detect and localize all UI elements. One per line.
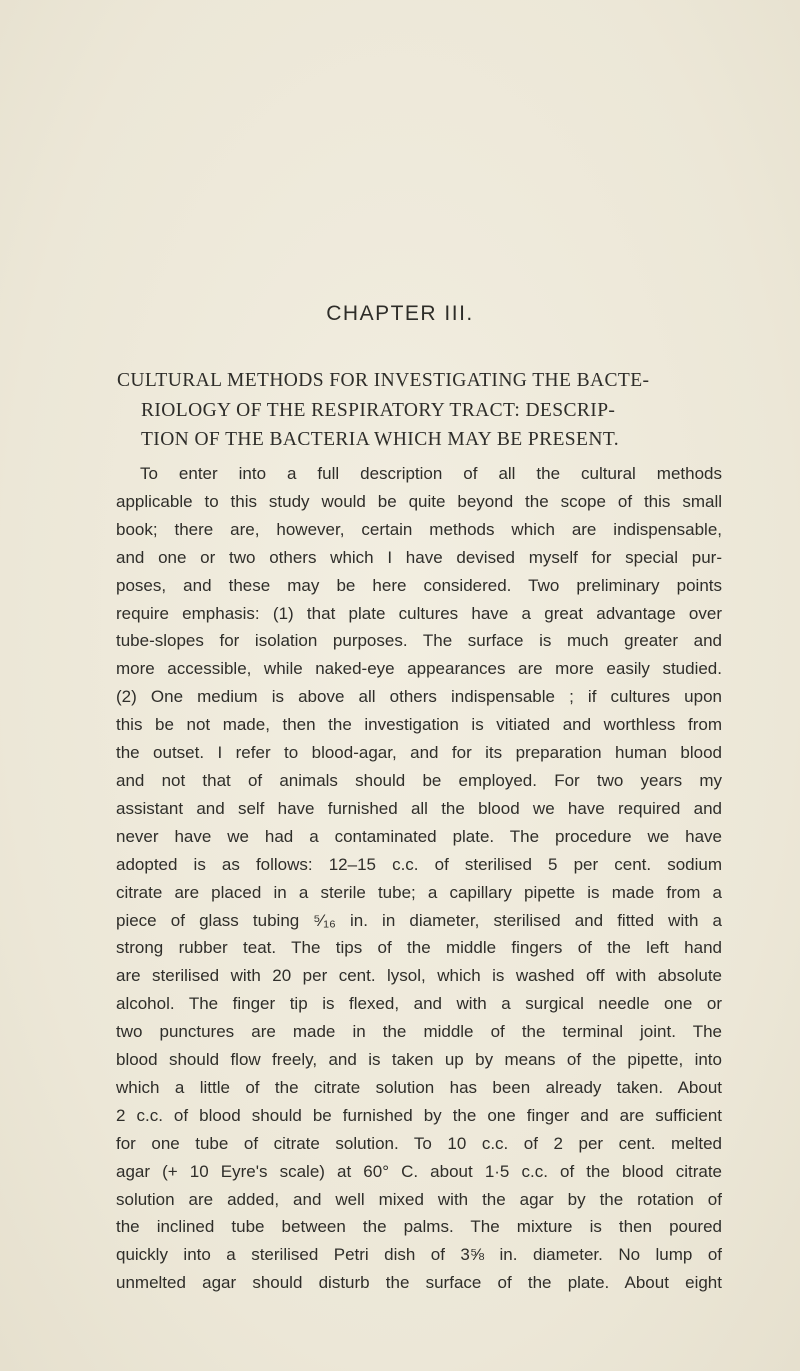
text-line: alcohol. The finger tip is flexed, and with a surgical needle one or	[116, 994, 722, 1014]
text-line: poses, and these may be here considered. Two preliminary points	[116, 575, 722, 595]
text-line: which a little of the citrate solution has been already taken. About	[116, 1077, 722, 1097]
text-line: never have we had a contaminated plate. The procedure we have	[116, 826, 722, 846]
chapter-heading: CHAPTER III.	[326, 302, 474, 325]
body-paragraph	[116, 460, 722, 1297]
text-line: this be not made, then the investigation is vitiated and worthless from	[116, 715, 722, 735]
text-line: applicable to this study would be quite beyond the scope of this small	[116, 491, 722, 511]
section-title-line: TION OF THE BACTERIA WHICH MAY BE PRESENT.	[141, 429, 619, 450]
text-line: assistant and self have furnished all the blood we have required and	[116, 798, 722, 818]
section-title-line: CULTURAL METHODS FOR INVESTIGATING THE BACTE-	[117, 370, 650, 391]
text-line: citrate are placed in a sterile tube; a capillary pipette is made from a	[116, 882, 722, 902]
text-line: (2) One medium is above all others indispensable ; if cultures upon	[116, 687, 722, 707]
text-line: To enter into a full description of all the cultural methods	[140, 464, 722, 483]
text-line: require emphasis: (1) that plate cultures have a great advantage over	[116, 603, 722, 623]
text-line: the outset. I refer to blood-agar, and for its preparation human blood	[116, 743, 722, 763]
text-line: quickly into a sterilised Petri dish of 3⅝ in. diameter. No lump of	[116, 1245, 722, 1265]
text-line: for one tube of citrate solution. To 10 c.c. of 2 per cent. melted	[116, 1133, 722, 1153]
text-line: two punctures are made in the middle of the terminal joint. The	[116, 1022, 722, 1042]
text-line: agar (+ 10 Eyre's scale) at 60° C. about 1·5 c.c. of the blood citrate	[116, 1161, 722, 1181]
text-line: unmelted agar should disturb the surface of the plate. About eight	[116, 1273, 722, 1293]
text-line: and one or two others which I have devised myself for special pur-	[116, 547, 722, 567]
text-line: book; there are, however, certain methods which are indispensable,	[116, 519, 722, 539]
text-line: blood should flow freely, and is taken up by means of the pipette, into	[116, 1050, 722, 1070]
text-line: piece of glass tubing ⁵⁄₁₆ in. in diameter, sterilised and fitted with a	[116, 910, 722, 930]
text-line: are sterilised with 20 per cent. lysol, which is washed off with absolute	[116, 966, 722, 986]
section-title-line: RIOLOGY OF THE RESPIRATORY TRACT: DESCRIP-	[141, 399, 616, 421]
section-title	[117, 366, 717, 455]
text-line: more accessible, while naked-eye appearances are more easily studied.	[116, 659, 722, 679]
text-line: the inclined tube between the palms. The mixture is then poured	[116, 1217, 722, 1237]
text-line: tube-slopes for isolation purposes. The surface is much greater and	[116, 631, 722, 651]
text-line: adopted is as follows: 12–15 c.c. of sterilised 5 per cent. sodium	[116, 854, 722, 874]
text-line: strong rubber teat. The tips of the middle fingers of the left hand	[116, 938, 722, 958]
text-line: and not that of animals should be employed. For two years my	[116, 770, 722, 790]
text-line: 2 c.c. of blood should be furnished by the one finger and are sufficient	[116, 1105, 722, 1125]
text-line: solution are added, and well mixed with the agar by the rotation of	[116, 1189, 722, 1209]
